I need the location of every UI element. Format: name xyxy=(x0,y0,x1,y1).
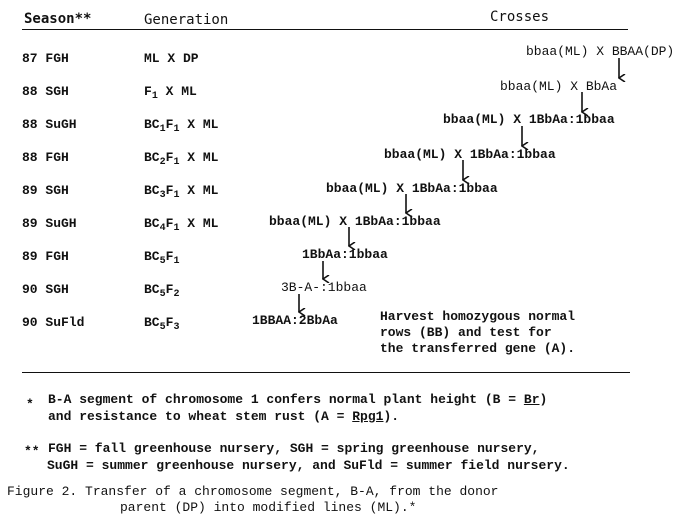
generation-part: F xyxy=(165,150,174,165)
generation-part: F xyxy=(165,216,174,231)
harvest-note-line: rows (BB) and test for xyxy=(380,325,552,340)
header-season: Season** xyxy=(24,11,92,27)
generation-sub: 5 xyxy=(159,289,166,300)
season-cell: 90 SuFld xyxy=(22,315,85,330)
generation-part: F xyxy=(165,117,174,132)
generation-part: BC xyxy=(144,249,160,264)
caption-line: Figure 2. Transfer of a chromosome segment, B-A, from the donor xyxy=(7,484,499,499)
generation-part: X ML xyxy=(179,117,219,132)
gene-symbol-br: Br xyxy=(523,392,540,407)
season-cell: 89 SuGH xyxy=(22,216,77,231)
footnote-single-line xyxy=(48,408,547,425)
season-cell: 87 FGH xyxy=(22,51,69,66)
footnote-single xyxy=(48,391,547,425)
cross-cell: bbaa(ML) X 1BbAa:1bbaa xyxy=(443,112,615,127)
generation-part: BC xyxy=(144,216,160,231)
generation-part: F xyxy=(165,183,174,198)
generation-part: BC xyxy=(144,282,160,297)
footnote-text: and resistance to wheat stem rust (A = xyxy=(48,409,353,424)
generation-sub: 3 xyxy=(173,322,180,333)
header-crosses: Crosses xyxy=(490,9,550,25)
cross-cell: bbaa(ML) X 1BbAa:1bbaa xyxy=(269,214,441,229)
season-cell: 90 SGH xyxy=(22,282,69,297)
generation-part: BC xyxy=(144,183,160,198)
generation-sub: 1 xyxy=(173,223,180,234)
season-cell: 89 SGH xyxy=(22,183,69,198)
season-cell: 89 FGH xyxy=(22,249,69,264)
figure-caption xyxy=(7,484,498,516)
footnote-text: B-A segment of chromosome 1 confers normal plant height (B = xyxy=(48,392,524,407)
generation-part: F xyxy=(144,84,152,99)
footnote-double-marker: ** xyxy=(24,444,40,459)
generation-part: X ML xyxy=(179,183,219,198)
footnote-text: ) xyxy=(539,392,548,407)
cross-cell: bbaa(ML) X BBAA(DP) xyxy=(526,44,675,59)
season-cell: 88 SGH xyxy=(22,84,69,99)
harvest-note-line: Harvest homozygous normal xyxy=(380,309,576,324)
generation-sub: 1 xyxy=(159,124,166,135)
footnote-double xyxy=(48,440,570,474)
generation-part: X ML xyxy=(179,150,219,165)
generation-sub: 3 xyxy=(159,190,166,201)
generation-part: X ML xyxy=(179,216,219,231)
generation-part: BC xyxy=(144,315,160,330)
generation-sub: 1 xyxy=(173,157,180,168)
header-generation: Generation xyxy=(144,12,229,28)
gene-symbol-rpg1: Rpg1 xyxy=(352,409,384,424)
generation-part: BC xyxy=(144,150,160,165)
cross-cell: 1BBAA:2BbAa xyxy=(252,313,338,328)
generation-part: F xyxy=(165,282,174,297)
caption-line: parent (DP) into modified lines (ML).* xyxy=(120,500,417,515)
generation-sub: 1 xyxy=(173,124,180,135)
season-cell: 88 FGH xyxy=(22,150,69,165)
generation-cell: ML X DP xyxy=(144,51,199,66)
footnote-double-line: SuGH = summer greenhouse nursery, and SuFld = summer field nursery. xyxy=(47,458,570,473)
harvest-note-line: the transferred gene (A). xyxy=(380,341,576,356)
generation-sub: 5 xyxy=(159,322,166,333)
generation-sub: 5 xyxy=(159,256,166,267)
table-bottom-rule xyxy=(22,372,630,373)
generation-part: F xyxy=(165,249,174,264)
footnote-single-line xyxy=(48,391,547,408)
footnote-double-line: FGH = fall greenhouse nursery, SGH = spring greenhouse nursery, xyxy=(48,441,540,456)
generation-sub: 1 xyxy=(173,190,180,201)
cross-cell: 3B-A-:1bbaa xyxy=(281,280,367,295)
generation-sub: 4 xyxy=(159,223,166,234)
season-cell: 88 SuGH xyxy=(22,117,77,132)
harvest-note xyxy=(380,309,575,357)
generation-part: X ML xyxy=(157,84,197,99)
generation-sub: 1 xyxy=(173,256,180,267)
generation-sub: 2 xyxy=(159,157,166,168)
footnote-text: ). xyxy=(383,409,400,424)
footnote-single-marker: * xyxy=(26,397,34,412)
cross-cell: bbaa(ML) X 1BbAa:1bbaa xyxy=(384,147,556,162)
generation-sub: 1 xyxy=(151,91,158,102)
cross-cell: bbaa(ML) X BbAa xyxy=(500,79,618,94)
cross-cell: 1BbAa:1bbaa xyxy=(302,247,388,262)
generation-sub: 2 xyxy=(173,289,180,300)
cross-cell: bbaa(ML) X 1BbAa:1bbaa xyxy=(326,181,498,196)
generation-part: F xyxy=(165,315,174,330)
generation-part: BC xyxy=(144,117,160,132)
